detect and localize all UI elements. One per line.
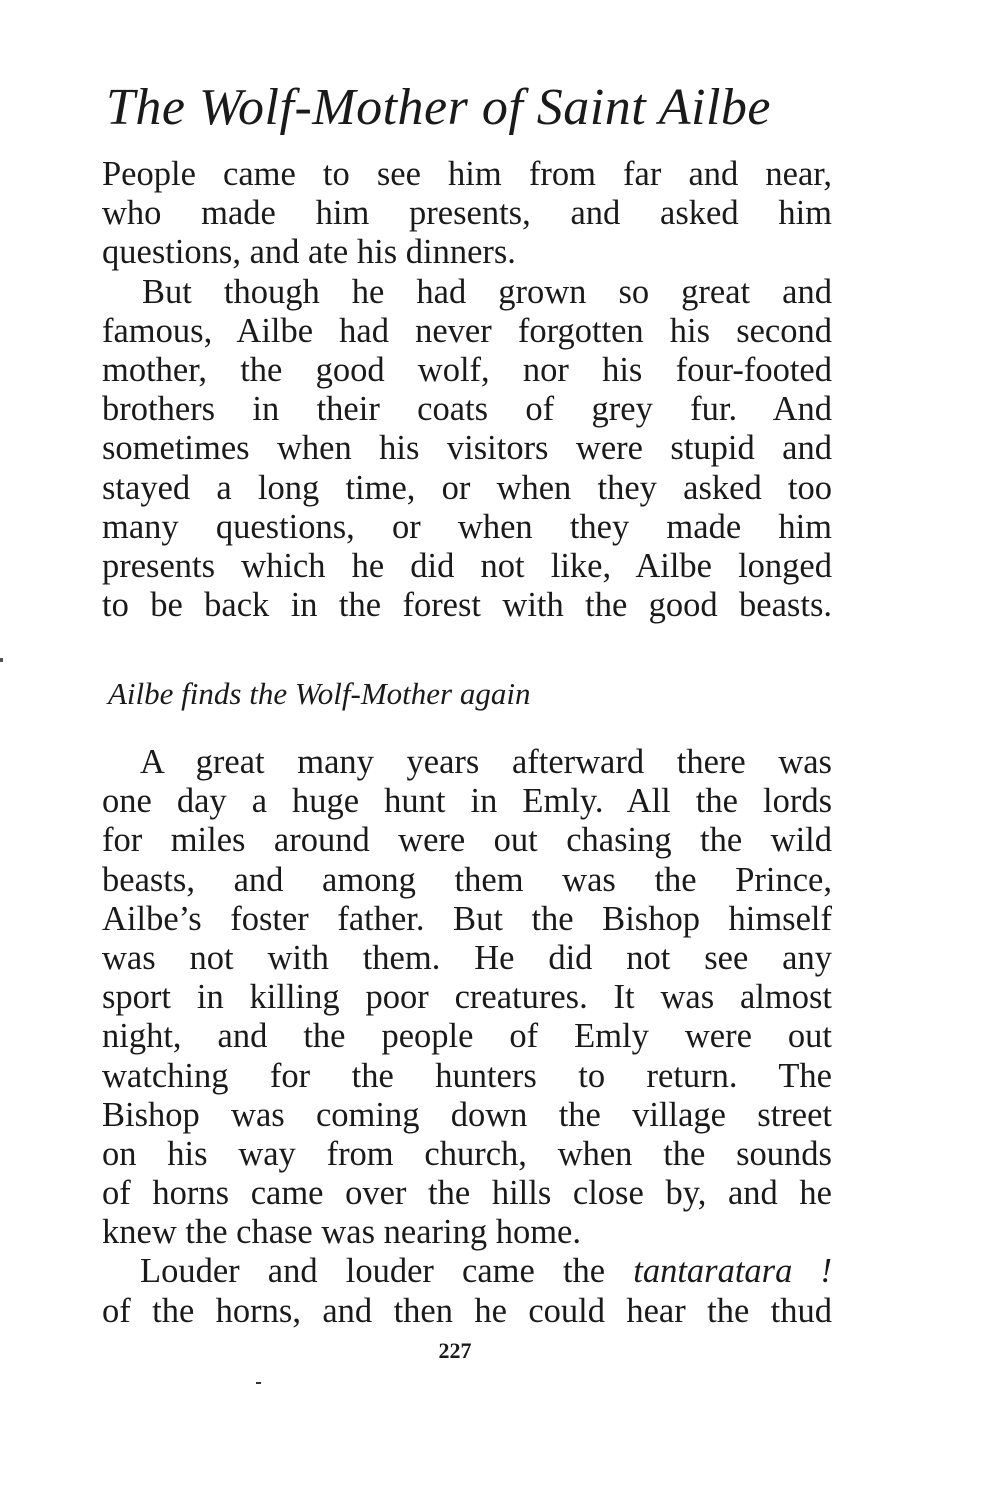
text-line: for miles around were out chasing the wild xyxy=(102,821,832,860)
italic-exclamation: tantaratara ! xyxy=(633,1252,832,1291)
text-line: sport in killing poor creatures. It was almost xyxy=(102,978,832,1017)
text-line: to be back in the forest with the good beasts. xyxy=(102,586,832,625)
text-line: brothers in their coats of grey fur. And xyxy=(102,390,832,429)
text-line: stayed a long time, or when they asked too xyxy=(102,468,832,507)
text-line: Ailbe’s foster father. But the Bishop himself xyxy=(102,899,832,938)
section-heading: Ailbe finds the Wolf-Mother again xyxy=(108,676,531,711)
text-line: famous, Ailbe had never forgotten his second xyxy=(102,311,832,350)
text-line: But though he had grown so great and xyxy=(142,272,832,311)
text-line: sometimes when his visitors were stupid and xyxy=(102,429,832,468)
text-line xyxy=(102,1252,832,1291)
text-line: questions, and ate his dinners. xyxy=(102,233,516,272)
text-line: was not with them. He did not see any xyxy=(102,938,832,977)
text-line: watching for the hunters to return. The xyxy=(102,1056,832,1095)
text-line: knew the chase was nearing home. xyxy=(102,1213,581,1252)
text-line: who made him presents, and asked him xyxy=(102,194,832,233)
text-line: of the horns, and then he could hear the thud xyxy=(102,1291,832,1330)
text-line: presents which he did not like, Ailbe longed xyxy=(102,546,832,585)
text-line: many questions, or when they made him xyxy=(102,507,832,546)
section-2-text xyxy=(102,743,832,1331)
text-line: mother, the good wolf, nor his four-footed xyxy=(102,350,832,389)
ink-speck xyxy=(256,1382,261,1384)
page-number: 227 xyxy=(438,1338,472,1363)
text-line: People came to see him from far and near, xyxy=(102,155,832,193)
text-line: night, and the people of Emly were out xyxy=(102,1017,832,1056)
text-line: A great many years afterward there was xyxy=(140,743,832,781)
text-line: Bishop was coming down the village street xyxy=(102,1095,832,1134)
text-line: of horns came over the hills close by, and he xyxy=(102,1174,832,1213)
section-1-text xyxy=(102,155,832,625)
text-line: beasts, and among them was the Prince, xyxy=(102,860,832,899)
running-head: The Wolf-Mother of Saint Ailbe xyxy=(106,79,771,136)
text-run: Louder and louder came the xyxy=(140,1252,606,1291)
margin-mark xyxy=(0,658,3,662)
text-line: on his way from church, when the sounds xyxy=(102,1134,832,1173)
text-line: one day a huge hunt in Emly. All the lords xyxy=(102,782,832,821)
